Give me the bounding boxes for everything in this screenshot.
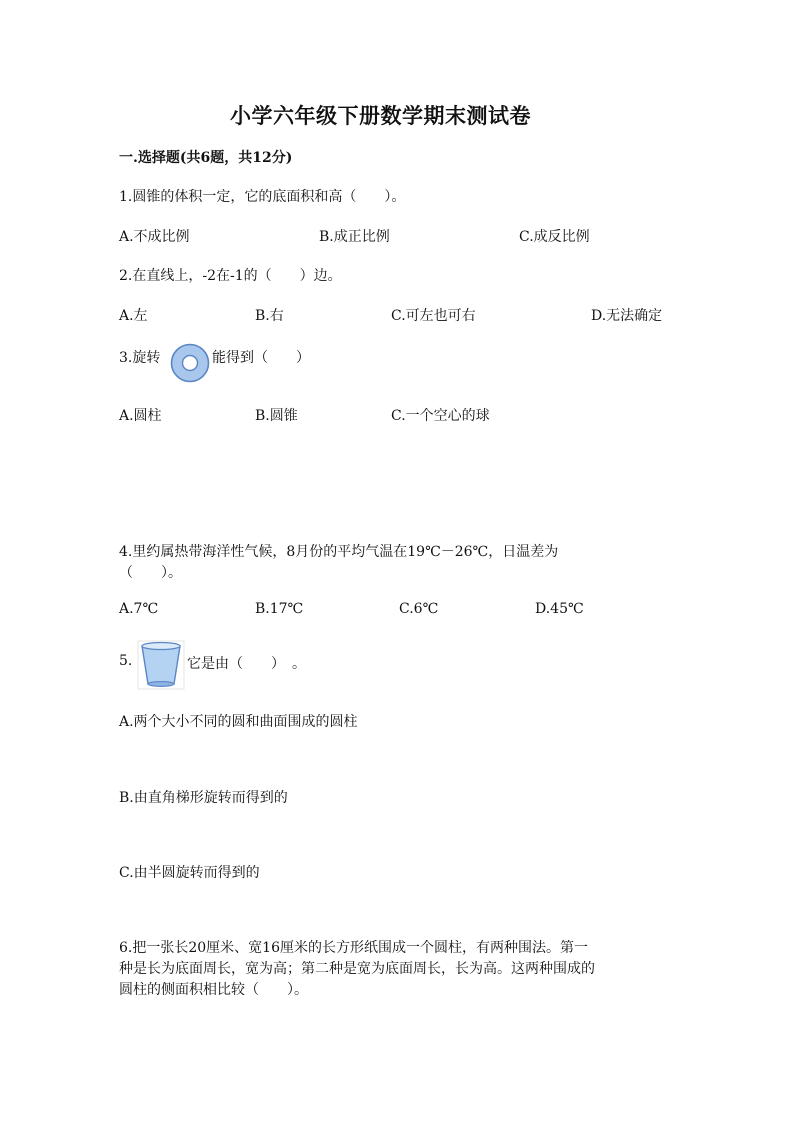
question-2-option-b: B.右 xyxy=(255,308,284,324)
ring-figure-icon xyxy=(170,343,210,383)
question-3-option-b: B.圆锥 xyxy=(255,408,298,424)
question-4-stem-line-2: （ ）。 xyxy=(119,565,182,581)
section-heading: 一.选择题(共6题，共12分) xyxy=(119,150,293,166)
question-5-stem-before: 5. xyxy=(119,653,133,669)
question-2-option-c: C.可左也可右 xyxy=(391,308,476,324)
question-6-stem-line-2: 种是长为底面周长，宽为高；第二种是宽为底面周长，长为高。这两种围成的 xyxy=(119,961,595,977)
question-5-option-c: C.由半圆旋转而得到的 xyxy=(119,865,260,881)
question-1-option-b: B.成正比例 xyxy=(319,229,390,245)
question-3-option-c: C.一个空心的球 xyxy=(391,408,490,424)
question-3-stem-after: 能得到（ ） xyxy=(212,350,310,366)
question-2-option-a: A.左 xyxy=(119,308,148,324)
question-3-option-a: A.圆柱 xyxy=(119,408,162,424)
question-4-stem-line-1: 4.里约属热带海洋性气候，8月份的平均气温在19℃－26℃，日温差为 xyxy=(119,544,559,560)
cup-figure-icon xyxy=(137,640,185,690)
question-4-option-a: A.7℃ xyxy=(119,601,159,617)
question-2-option-d: D.无法确定 xyxy=(591,308,663,324)
question-1-stem: 1.圆锥的体积一定，它的底面积和高（ ）。 xyxy=(119,189,406,205)
question-5-option-a: A.两个大小不同的圆和曲面围成的圆柱 xyxy=(119,714,358,730)
question-5-option-b: B.由直角梯形旋转而得到的 xyxy=(119,790,288,806)
question-6-stem-line-3: 圆柱的侧面积相比较（ ）。 xyxy=(119,982,308,998)
question-4-option-c: C.6℃ xyxy=(399,601,439,617)
question-2-stem: 2.在直线上，-2在-1的（ ）边。 xyxy=(119,268,342,284)
question-1-option-c: C.成反比例 xyxy=(519,229,590,245)
question-5-stem-after: 它是由（ ） 。 xyxy=(187,656,306,672)
question-4-option-b: B.17℃ xyxy=(255,601,304,617)
page-title: 小学六年级下册数学期末测试卷 xyxy=(230,103,531,128)
question-4-option-d: D.45℃ xyxy=(535,601,584,617)
question-1-option-a: A.不成比例 xyxy=(119,229,190,245)
question-3-stem-before: 3.旋转 xyxy=(119,350,161,366)
question-6-stem-line-1: 6.把一张长20厘米、宽16厘米的长方形纸围成一个圆柱，有两种围法。第一 xyxy=(119,940,588,956)
